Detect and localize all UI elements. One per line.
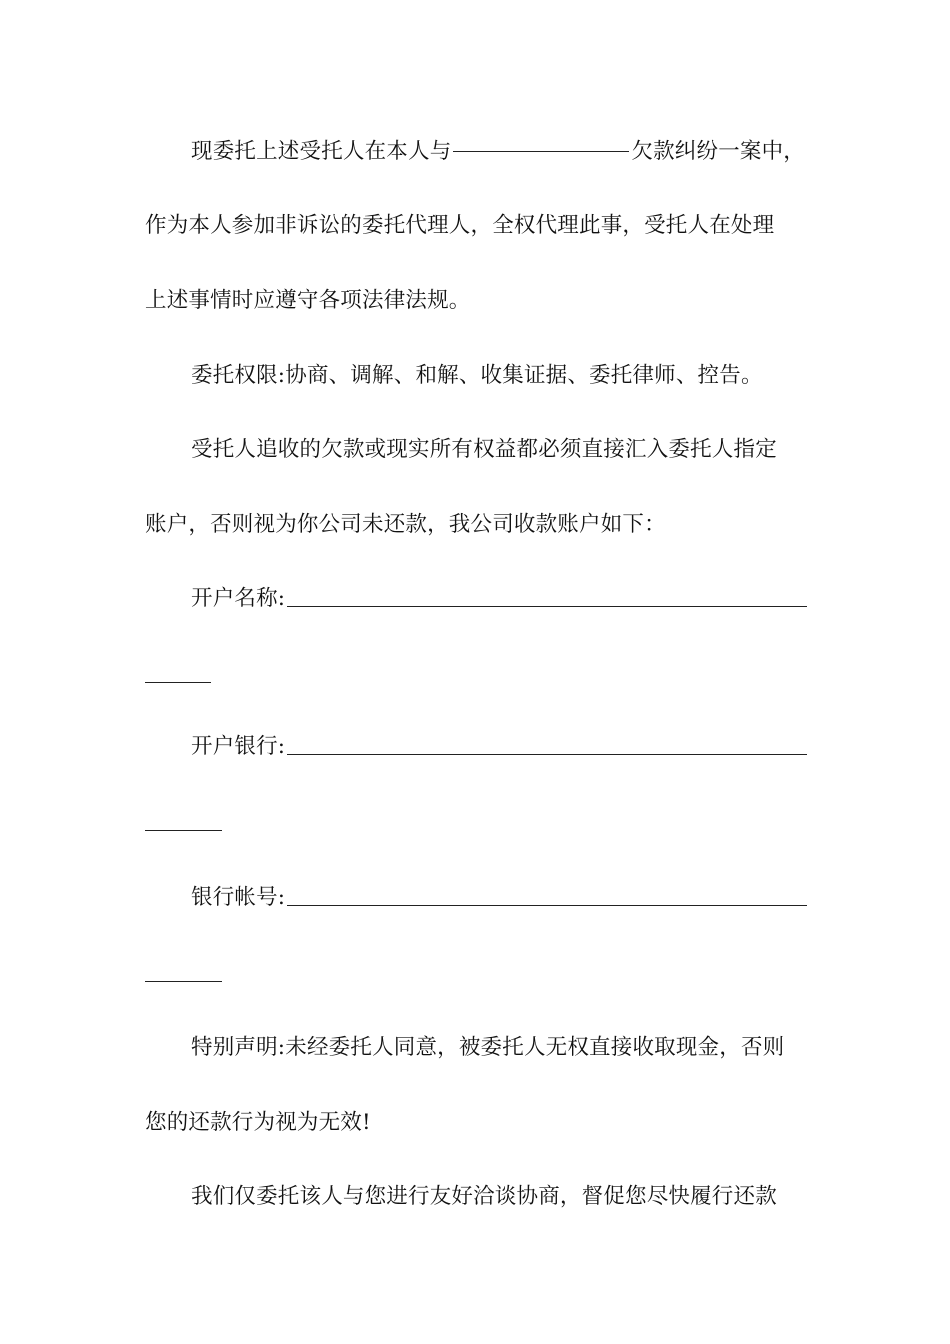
- account-number-blank: [287, 905, 807, 906]
- account-number-label: 银行帐号:: [191, 885, 286, 910]
- paragraph-entrust-line-2: 作为本人参加非诉讼的委托代理人，全权代理此事，受托人在处理: [145, 213, 775, 238]
- bank-label: 开户银行:: [191, 734, 286, 759]
- account-name-blank-continued: [145, 682, 211, 683]
- paragraph-entrust-line-1: [145, 134, 807, 170]
- entrust-text-end: 欠款纠纷一案中，: [631, 139, 806, 164]
- paragraph-special-notice-line-1: 特别声明:未经委托人同意，被委托人无权直接收取现金，否则: [191, 1035, 785, 1060]
- account-number-row: [145, 880, 807, 916]
- account-name-label: 开户名称:: [191, 586, 286, 611]
- bank-blank-continued: [145, 830, 222, 831]
- paragraph-entrust-line-3: 上述事情时应遵守各项法律法规。: [145, 288, 471, 313]
- entrust-text-start: 现委托上述受托人在本人与: [191, 139, 452, 164]
- account-name-blank: [287, 606, 807, 607]
- account-number-blank-continued: [145, 981, 222, 982]
- bank-row: [145, 729, 807, 765]
- paragraph-payment-line-2: 账户，否则视为你公司未还款，我公司收款账户如下：: [145, 512, 666, 537]
- account-name-row: [145, 581, 807, 617]
- bank-blank: [287, 754, 807, 755]
- paragraph-negotiation-line-1: 我们仅委托该人与您进行友好洽谈协商，督促您尽快履行还款: [191, 1184, 777, 1209]
- paragraph-authority: 委托权限:协商、调解、和解、收集证据、委托律师、控告。: [191, 363, 763, 388]
- paragraph-payment-line-1: 受托人追收的欠款或现实所有权益都必须直接汇入委托人指定: [191, 437, 777, 462]
- counterparty-blank: [453, 150, 629, 152]
- paragraph-special-notice-line-2: 您的还款行为视为无效!: [145, 1110, 371, 1135]
